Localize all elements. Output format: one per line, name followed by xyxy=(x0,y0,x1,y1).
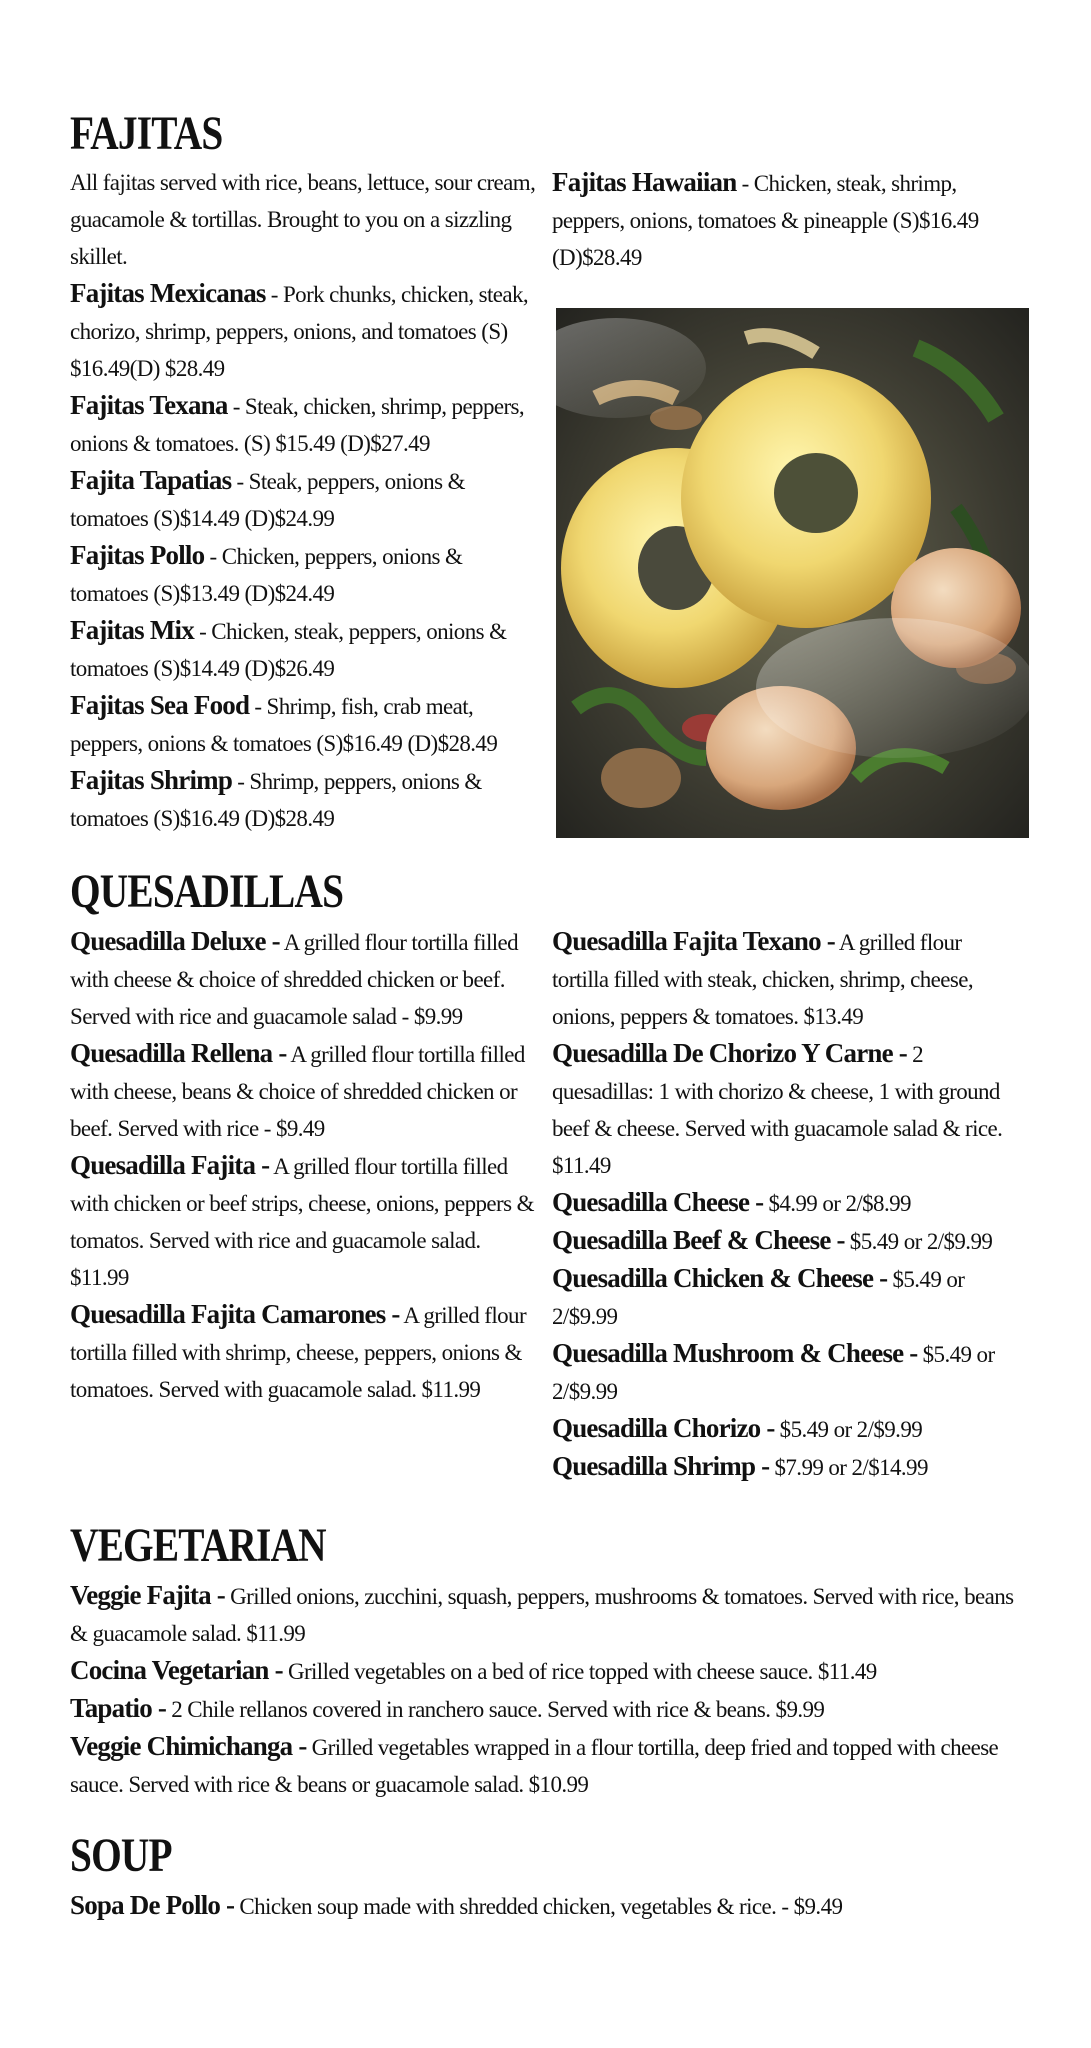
menu-item-description: - Shrimp, fish, crab meat, peppers, onions & tomatoes (S)$16.49 (D)$28.49 xyxy=(70,694,498,756)
menu-item-name: Quesadilla Fajita - xyxy=(70,1150,270,1180)
soup-heading: SOUP xyxy=(70,1829,172,1882)
menu-item-name: Quesadilla Fajita Camarones - xyxy=(70,1299,400,1329)
menu-item xyxy=(70,1652,1025,1690)
menu-item-name: Quesadilla Chorizo - xyxy=(552,1413,775,1443)
menu-item-description: $7.99 or 2/$14.99 xyxy=(769,1455,928,1480)
menu-item-name: Quesadilla Mushroom & Cheese - xyxy=(552,1338,918,1368)
menu-item-description: $5.49 or 2/$9.99 xyxy=(552,1267,965,1329)
menu-item-description: A grilled flour tortilla filled with shrimp, cheese, peppers, onions & tomatoes. Served with guacamole salad. $11.99 xyxy=(70,1303,527,1402)
fajitas-left-list xyxy=(70,275,540,837)
menu-item-description: Grilled onions, zucchini, squash, peppers, mushrooms & tomatoes. Served with rice, beans & guacamole salad. $11.99 xyxy=(70,1584,1014,1646)
menu-item xyxy=(552,1035,1022,1184)
menu-item-description: $5.49 or 2/$9.99 xyxy=(552,1342,995,1404)
menu-item-name: Quesadilla Shrimp - xyxy=(552,1451,770,1481)
quesadillas-right-column xyxy=(552,923,1022,1486)
menu-item-name: Fajitas Pollo xyxy=(70,540,205,570)
menu-item-description: - Chicken, steak, shrimp, peppers, onions, tomatoes & pineapple (S)$16.49 (D)$28.49 xyxy=(552,171,979,270)
quesadillas-left-list xyxy=(70,923,540,1408)
menu-item-name: Fajitas Texana xyxy=(70,390,228,420)
menu-item xyxy=(70,275,540,387)
fajitas-right-list xyxy=(552,164,1022,276)
menu-item-name: Fajitas Mix xyxy=(70,615,194,645)
menu-item-description: A grilled flour tortilla filled with cheese & choice of shredded chicken or beef. Served with rice and guacamole salad - $9.99 xyxy=(70,930,519,1029)
menu-item-name: Quesadilla Beef & Cheese - xyxy=(552,1225,845,1255)
menu-item-description: A grilled flour tortilla filled with steak, chicken, shrimp, cheese, onions, peppers & tomatoes. $13.49 xyxy=(552,930,973,1029)
menu-item-description: Grilled vegetables on a bed of rice topped with cheese sauce. $11.49 xyxy=(282,1659,877,1684)
menu-item-name: Quesadilla Fajita Texano - xyxy=(552,926,835,956)
menu-item xyxy=(552,1260,1022,1335)
menu-item xyxy=(70,537,540,612)
menu-item xyxy=(552,1448,1022,1486)
menu-item xyxy=(552,164,1022,276)
menu-item-name: Cocina Vegetarian - xyxy=(70,1655,283,1685)
menu-item-description: - Steak, peppers, onions & tomatoes (S)$14.49 (D)$24.99 xyxy=(70,469,465,531)
menu-item-description: - Chicken, peppers, onions & tomatoes (S)$13.49 (D)$24.49 xyxy=(70,544,463,606)
menu-item xyxy=(70,1035,540,1147)
menu-item-description: - Chicken, steak, peppers, onions & tomatoes (S)$14.49 (D)$26.49 xyxy=(70,619,507,681)
menu-item-description: - Pork chunks, chicken, steak, chorizo, shrimp, peppers, onions, and tomatoes (S) $16.49(D) $28.49 xyxy=(70,282,529,381)
fajitas-hawaiian-photo xyxy=(556,308,1029,838)
menu-item-name: Veggie Fajita - xyxy=(70,1580,225,1610)
quesadillas-left-column xyxy=(70,923,540,1408)
menu-item xyxy=(70,462,540,537)
menu-item-name: Sopa De Pollo - xyxy=(70,1890,235,1920)
menu-item xyxy=(70,1577,1025,1652)
menu-item-name: Quesadilla Cheese - xyxy=(552,1187,764,1217)
vegetarian-column xyxy=(70,1577,1025,1803)
menu-item xyxy=(70,762,540,837)
menu-item-description: - Shrimp, peppers, onions & tomatoes (S)$16.49 (D)$28.49 xyxy=(70,769,482,831)
menu-item xyxy=(552,1335,1022,1410)
fajita-food-image xyxy=(556,308,1029,838)
quesadillas-right-list xyxy=(552,923,1022,1486)
menu-item xyxy=(70,612,540,687)
fajitas-heading: FAJITAS xyxy=(70,107,223,160)
vegetarian-list xyxy=(70,1577,1025,1803)
fajitas-right-column xyxy=(552,164,1022,276)
menu-item-description: Grilled vegetables wrapped in a flour tortilla, deep fried and topped with cheese sauce. Served with rice & beans or guacamole salad. $10.99 xyxy=(70,1735,999,1797)
menu-item-description: Chicken soup made with shredded chicken, vegetables & rice. - $9.49 xyxy=(234,1894,843,1919)
menu-item xyxy=(70,923,540,1035)
menu-item xyxy=(552,1184,1022,1222)
menu-item xyxy=(552,1410,1022,1448)
menu-item-description: $5.49 or 2/$9.99 xyxy=(774,1417,923,1442)
menu-item xyxy=(70,387,540,462)
menu-item xyxy=(552,1222,1022,1260)
menu-item-name: Quesadilla Chicken & Cheese - xyxy=(552,1263,888,1293)
fajitas-intro: All fajitas served with rice, beans, lettuce, sour cream, guacamole & tortillas. Brought to you on a sizzling skillet. xyxy=(70,170,536,269)
menu-item xyxy=(70,1690,1025,1728)
menu-item xyxy=(70,1887,1025,1925)
menu-item-name: Quesadilla Deluxe - xyxy=(70,926,280,956)
menu-item xyxy=(552,923,1022,1035)
menu-item-description: 2 quesadillas: 1 with chorizo & cheese, 1 with ground beef & cheese. Served with guacamole salad & rice. $11.49 xyxy=(552,1042,1003,1178)
menu-item-name: Fajitas Mexicanas xyxy=(70,278,266,308)
menu-item-description: $4.99 or 2/$8.99 xyxy=(763,1191,911,1216)
menu-item-description: - Steak, chicken, shrimp, peppers, onions & tomatoes. (S) $15.49 (D)$27.49 xyxy=(70,394,525,456)
menu-item-name: Quesadilla De Chorizo Y Carne - xyxy=(552,1038,907,1068)
menu-item-name: Veggie Chimichanga - xyxy=(70,1731,307,1761)
menu-item xyxy=(70,1728,1025,1803)
soup-column xyxy=(70,1887,1025,1925)
menu-item xyxy=(70,1296,540,1408)
menu-item-name: Tapatio - xyxy=(70,1693,167,1723)
menu-item-description: A grilled flour tortilla filled with cheese, beans & choice of shredded chicken or beef. Served with rice - $9.49 xyxy=(70,1042,525,1141)
menu-item-description: A grilled flour tortilla filled with chicken or beef strips, cheese, onions, peppers & tomatos. Served with rice and guacamole salad. $11.99 xyxy=(70,1154,534,1290)
menu-item xyxy=(70,687,540,762)
quesadillas-heading: QUESADILLAS xyxy=(70,865,344,918)
vegetarian-heading: VEGETARIAN xyxy=(70,1519,326,1572)
menu-item-name: Quesadilla Rellena - xyxy=(70,1038,287,1068)
menu-item-description: 2 Chile rellanos covered in ranchero sauce. Served with rice & beans. $9.99 xyxy=(166,1697,825,1722)
menu-item xyxy=(70,1147,540,1296)
menu-item-name: Fajitas Shrimp xyxy=(70,765,233,795)
fajitas-left-column xyxy=(70,164,540,837)
menu-item-description: $5.49 or 2/$9.99 xyxy=(844,1229,993,1254)
menu-item-name: Fajita Tapatias xyxy=(70,465,232,495)
menu-item-name: Fajitas Hawaiian xyxy=(552,167,737,197)
menu-item-name: Fajitas Sea Food xyxy=(70,690,250,720)
soup-list xyxy=(70,1887,1025,1925)
